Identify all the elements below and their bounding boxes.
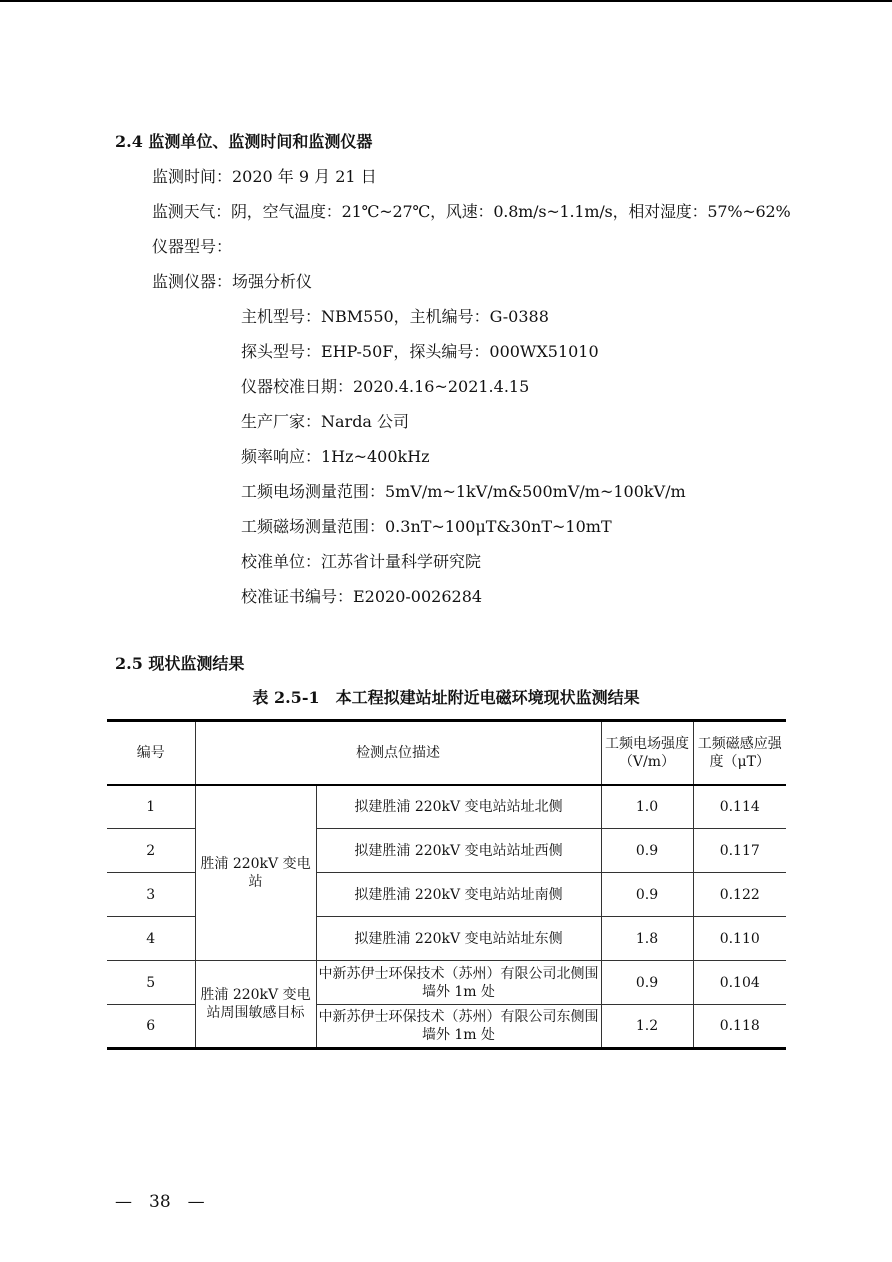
e-field-range-line: 工频电场测量范围：5mV/m~1kV/m&500mV/m~100kV/m [241, 482, 686, 501]
row-e-field: 0.9 [601, 961, 693, 1005]
manufacturer-line: 生产厂家：Narda 公司 [241, 412, 410, 431]
table-caption: 表 2.5-1 本工程拟建站址附近电磁环境现状监测结果 [252, 688, 640, 707]
instrument-model-line: 仪器型号： [152, 237, 233, 256]
row-no: 2 [107, 829, 195, 873]
header-b-field: 工频磁感应强度（μT） [693, 721, 786, 785]
weather-line: 监测天气：阴，空气温度：21℃~27℃，风速：0.8m/s~1.1m/s，相对湿度：57%~62% [152, 202, 791, 221]
table-row [107, 785, 786, 829]
page-top-rule [0, 0, 892, 2]
row-b-field: 0.122 [693, 873, 786, 917]
row-desc: 中新苏伊士环保技术（苏州）有限公司北侧围墙外 1m 处 [316, 961, 601, 1005]
row-e-field: 0.9 [601, 873, 693, 917]
probe-model-line: 探头型号：EHP-50F，探头编号：000WX51010 [241, 342, 599, 361]
instrument-line: 监测仪器：场强分析仪 [152, 272, 313, 291]
calibration-unit-line: 校准单位：江苏省计量科学研究院 [241, 552, 482, 571]
row-e-field: 1.8 [601, 917, 693, 961]
b-field-range-line: 工频磁场测量范围：0.3nT~100μT&30nT~10mT [241, 517, 612, 536]
row-e-field: 1.2 [601, 1005, 693, 1049]
row-no: 6 [107, 1005, 195, 1049]
row-no: 5 [107, 961, 195, 1005]
table-row [107, 961, 786, 1005]
calibration-date-line: 仪器校准日期：2020.4.16~2021.4.15 [241, 377, 530, 396]
row-desc: 拟建胜浦 220kV 变电站站址北侧 [316, 785, 601, 829]
row-desc: 拟建胜浦 220kV 变电站站址南侧 [316, 873, 601, 917]
row-desc: 拟建胜浦 220kV 变电站站址东侧 [316, 917, 601, 961]
monitoring-results-table [107, 719, 786, 1050]
host-model-line: 主机型号：NBM550，主机编号：G-0388 [241, 307, 549, 326]
monitor-time-line: 监测时间：2020 年 9 月 21 日 [152, 167, 377, 186]
row-desc: 中新苏伊士环保技术（苏州）有限公司东侧围墙外 1m 处 [316, 1005, 601, 1049]
header-no: 编号 [107, 721, 195, 785]
header-point-desc: 检测点位描述 [195, 721, 601, 785]
header-e-field: 工频电场强度（V/m） [601, 721, 693, 785]
row-b-field: 0.114 [693, 785, 786, 829]
row-desc: 拟建胜浦 220kV 变电站站址西侧 [316, 829, 601, 873]
row-no: 1 [107, 785, 195, 829]
row-e-field: 0.9 [601, 829, 693, 873]
row-b-field: 0.117 [693, 829, 786, 873]
certificate-number-line: 校准证书编号：E2020-0026284 [241, 587, 483, 606]
row-e-field: 1.0 [601, 785, 693, 829]
row-no: 3 [107, 873, 195, 917]
row-b-field: 0.110 [693, 917, 786, 961]
section-2-4-heading: 2.4 监测单位、监测时间和监测仪器 [115, 132, 373, 151]
group-label-sensitive-targets: 胜浦 220kV 变电站周围敏感目标 [195, 961, 316, 1049]
row-b-field: 0.104 [693, 961, 786, 1005]
row-no: 4 [107, 917, 195, 961]
table-header-row [107, 721, 786, 785]
group-label-substation: 胜浦 220kV 变电站 [195, 785, 316, 961]
frequency-response-line: 频率响应：1Hz~400kHz [241, 447, 430, 466]
section-2-5-heading: 2.5 现状监测结果 [115, 654, 245, 673]
page-number: — 38 — [115, 1192, 205, 1212]
row-b-field: 0.118 [693, 1005, 786, 1049]
